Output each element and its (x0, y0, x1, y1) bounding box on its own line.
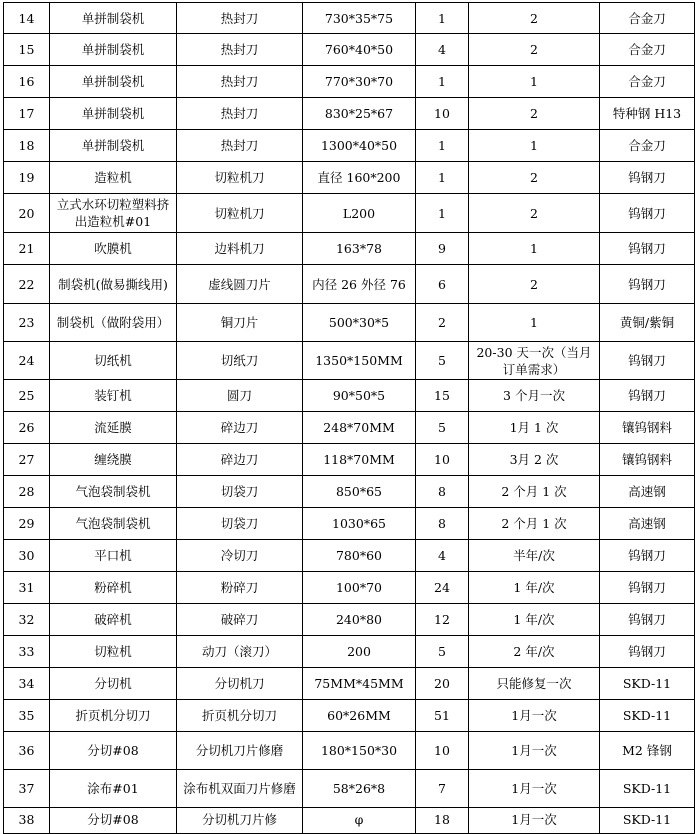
cell-blade: 热封刀 (177, 66, 303, 98)
cell-no: 38 (4, 808, 50, 834)
table-row (4, 98, 695, 130)
cell-machine: 切粒机 (50, 636, 177, 668)
cell-spec: 248*70MM (303, 412, 416, 444)
cell-qty: 1 (416, 3, 469, 34)
cell-material: 合金刀 (600, 66, 695, 98)
cell-material: M2 锋钢 (600, 732, 695, 770)
table-row (4, 34, 695, 66)
cell-material: 镶钨钢料 (600, 444, 695, 476)
cell-spec: 760*40*50 (303, 34, 416, 66)
cell-blade: 冷切刀 (177, 540, 303, 572)
cell-no: 22 (4, 265, 50, 304)
parts-table-container (3, 2, 682, 834)
cell-frequency: 2 年/次 (469, 636, 600, 668)
cell-material: 高速钢 (600, 508, 695, 540)
cell-qty: 8 (416, 476, 469, 508)
cell-blade: 粉碎刀 (177, 572, 303, 604)
table-row (4, 66, 695, 98)
table-row (4, 380, 695, 412)
cell-qty: 24 (416, 572, 469, 604)
cell-material: SKD-11 (600, 808, 695, 834)
cell-machine: 单拼制袋机 (50, 66, 177, 98)
cell-blade: 分切机刀 (177, 668, 303, 700)
cell-qty: 51 (416, 700, 469, 732)
cell-spec: 780*60 (303, 540, 416, 572)
cell-frequency: 20-30 天一次（当月订单需求） (469, 342, 600, 380)
cell-blade: 切袋刀 (177, 476, 303, 508)
cell-qty: 1 (416, 162, 469, 194)
cell-frequency: 3 个月一次 (469, 380, 600, 412)
cell-machine: 装钉机 (50, 380, 177, 412)
cell-blade: 碎边刀 (177, 444, 303, 476)
cell-blade: 分切机刀片修 (177, 808, 303, 834)
table-row (4, 770, 695, 808)
cell-frequency: 1 (469, 233, 600, 265)
cell-frequency: 1 年/次 (469, 604, 600, 636)
cell-spec: 118*70MM (303, 444, 416, 476)
cell-no: 26 (4, 412, 50, 444)
cell-machine: 粉碎机 (50, 572, 177, 604)
cell-qty: 2 (416, 304, 469, 342)
cell-spec: 850*65 (303, 476, 416, 508)
cell-material: 合金刀 (600, 3, 695, 34)
cell-material: 高速钢 (600, 476, 695, 508)
cell-frequency: 1月一次 (469, 770, 600, 808)
cell-frequency: 2 (469, 194, 600, 233)
cell-blade: 切粒机刀 (177, 162, 303, 194)
cell-no: 18 (4, 130, 50, 162)
cell-no: 33 (4, 636, 50, 668)
cell-material: SKD-11 (600, 770, 695, 808)
cell-spec: 163*78 (303, 233, 416, 265)
cell-machine: 单拼制袋机 (50, 130, 177, 162)
table-row (4, 130, 695, 162)
cell-qty: 1 (416, 66, 469, 98)
cell-blade: 破碎刀 (177, 604, 303, 636)
cell-machine: 制袋机(做易撕线用) (50, 265, 177, 304)
cell-machine: 单拼制袋机 (50, 3, 177, 34)
cell-blade: 折页机分切刀 (177, 700, 303, 732)
cell-material: 钨钢刀 (600, 265, 695, 304)
cell-no: 14 (4, 3, 50, 34)
cell-machine: 分切#08 (50, 732, 177, 770)
cell-spec: φ (303, 808, 416, 834)
cell-material: 钨钢刀 (600, 162, 695, 194)
cell-material: 钨钢刀 (600, 194, 695, 233)
cell-frequency: 2 (469, 265, 600, 304)
cell-material: SKD-11 (600, 700, 695, 732)
cell-qty: 15 (416, 380, 469, 412)
cell-spec: 90*50*5 (303, 380, 416, 412)
cell-blade: 切袋刀 (177, 508, 303, 540)
cell-material: 合金刀 (600, 130, 695, 162)
cell-qty: 20 (416, 668, 469, 700)
cell-material: 钨钢刀 (600, 380, 695, 412)
cell-no: 16 (4, 66, 50, 98)
cell-frequency: 1 年/次 (469, 572, 600, 604)
cell-machine: 单拼制袋机 (50, 98, 177, 130)
cell-no: 24 (4, 342, 50, 380)
cell-machine: 分切#08 (50, 808, 177, 834)
cell-machine: 气泡袋制袋机 (50, 476, 177, 508)
cell-machine: 气泡袋制袋机 (50, 508, 177, 540)
cell-machine: 单拼制袋机 (50, 34, 177, 66)
table-row (4, 162, 695, 194)
cell-blade: 分切机刀片修磨 (177, 732, 303, 770)
cell-material: 钨钢刀 (600, 636, 695, 668)
cell-machine: 折页机分切刀 (50, 700, 177, 732)
table-row (4, 636, 695, 668)
cell-spec: L200 (303, 194, 416, 233)
cell-machine: 流延膜 (50, 412, 177, 444)
cell-no: 28 (4, 476, 50, 508)
cell-frequency: 1 (469, 66, 600, 98)
cell-no: 27 (4, 444, 50, 476)
cell-spec: 75MM*45MM (303, 668, 416, 700)
cell-spec: 1350*150MM (303, 342, 416, 380)
table-row (4, 412, 695, 444)
cell-qty: 6 (416, 265, 469, 304)
table-row (4, 508, 695, 540)
cell-qty: 1 (416, 194, 469, 233)
cell-blade: 热封刀 (177, 3, 303, 34)
cell-qty: 7 (416, 770, 469, 808)
table-row (4, 668, 695, 700)
cell-qty: 4 (416, 34, 469, 66)
table-row (4, 572, 695, 604)
cell-material: 钨钢刀 (600, 540, 695, 572)
cell-material: 镶钨钢料 (600, 412, 695, 444)
cell-blade: 虚线圆刀片 (177, 265, 303, 304)
cell-blade: 热封刀 (177, 98, 303, 130)
cell-machine: 制袋机（做附袋用） (50, 304, 177, 342)
cell-no: 35 (4, 700, 50, 732)
cell-spec: 1030*65 (303, 508, 416, 540)
cell-spec: 内径 26 外径 76 (303, 265, 416, 304)
cell-spec: 770*30*70 (303, 66, 416, 98)
cell-spec: 240*80 (303, 604, 416, 636)
cell-frequency: 2 个月 1 次 (469, 476, 600, 508)
cell-machine: 平口机 (50, 540, 177, 572)
table-row (4, 304, 695, 342)
cell-machine: 立式水环切粒塑料挤出造粒机#01 (50, 194, 177, 233)
cell-no: 37 (4, 770, 50, 808)
cell-blade: 动刀（滚刀） (177, 636, 303, 668)
cell-spec: 直径 160*200 (303, 162, 416, 194)
cell-qty: 1 (416, 130, 469, 162)
cell-machine: 缠绕膜 (50, 444, 177, 476)
cell-qty: 5 (416, 342, 469, 380)
cell-spec: 730*35*75 (303, 3, 416, 34)
table-row (4, 194, 695, 233)
cell-spec: 830*25*67 (303, 98, 416, 130)
cell-no: 34 (4, 668, 50, 700)
cell-qty: 5 (416, 636, 469, 668)
cell-frequency: 3月 2 次 (469, 444, 600, 476)
cell-material: 合金刀 (600, 34, 695, 66)
table-body (4, 3, 695, 834)
cell-qty: 10 (416, 444, 469, 476)
cell-frequency: 1月一次 (469, 808, 600, 834)
cell-machine: 切纸机 (50, 342, 177, 380)
cell-no: 31 (4, 572, 50, 604)
cell-machine: 吹膜机 (50, 233, 177, 265)
cell-machine: 涂布#01 (50, 770, 177, 808)
table-row (4, 604, 695, 636)
cell-blade: 切纸刀 (177, 342, 303, 380)
cell-frequency: 2 个月 1 次 (469, 508, 600, 540)
cell-qty: 12 (416, 604, 469, 636)
blade-parts-table (3, 2, 695, 834)
cell-blade: 碎边刀 (177, 412, 303, 444)
cell-blade: 切粒机刀 (177, 194, 303, 233)
cell-blade: 热封刀 (177, 34, 303, 66)
table-row (4, 540, 695, 572)
table-row (4, 808, 695, 834)
cell-material: 钨钢刀 (600, 342, 695, 380)
table-row (4, 265, 695, 304)
cell-no: 17 (4, 98, 50, 130)
cell-material: 钨钢刀 (600, 604, 695, 636)
cell-frequency: 1 (469, 130, 600, 162)
table-row (4, 3, 695, 34)
cell-qty: 18 (416, 808, 469, 834)
cell-frequency: 2 (469, 3, 600, 34)
cell-blade: 边料机刀 (177, 233, 303, 265)
cell-no: 29 (4, 508, 50, 540)
cell-qty: 4 (416, 540, 469, 572)
cell-machine: 造粒机 (50, 162, 177, 194)
cell-material: 钨钢刀 (600, 233, 695, 265)
cell-no: 30 (4, 540, 50, 572)
cell-frequency: 2 (469, 98, 600, 130)
cell-blade: 铜刀片 (177, 304, 303, 342)
cell-frequency: 1月一次 (469, 732, 600, 770)
cell-qty: 5 (416, 412, 469, 444)
cell-no: 21 (4, 233, 50, 265)
cell-no: 36 (4, 732, 50, 770)
cell-frequency: 1月 1 次 (469, 412, 600, 444)
cell-frequency: 2 (469, 162, 600, 194)
cell-frequency: 半年/次 (469, 540, 600, 572)
cell-spec: 1300*40*50 (303, 130, 416, 162)
cell-no: 19 (4, 162, 50, 194)
cell-spec: 58*26*8 (303, 770, 416, 808)
cell-spec: 500*30*5 (303, 304, 416, 342)
cell-spec: 180*150*30 (303, 732, 416, 770)
cell-spec: 100*70 (303, 572, 416, 604)
cell-qty: 8 (416, 508, 469, 540)
cell-material: SKD-11 (600, 668, 695, 700)
table-row (4, 233, 695, 265)
cell-no: 23 (4, 304, 50, 342)
table-row (4, 342, 695, 380)
cell-blade: 涂布机双面刀片修磨 (177, 770, 303, 808)
table-row (4, 732, 695, 770)
cell-material: 钨钢刀 (600, 572, 695, 604)
cell-machine: 破碎机 (50, 604, 177, 636)
cell-material: 特种钢 H13 (600, 98, 695, 130)
cell-qty: 10 (416, 732, 469, 770)
cell-no: 15 (4, 34, 50, 66)
cell-qty: 10 (416, 98, 469, 130)
cell-frequency: 1 (469, 304, 600, 342)
table-row (4, 444, 695, 476)
cell-no: 25 (4, 380, 50, 412)
cell-material: 黄铜/紫铜 (600, 304, 695, 342)
cell-no: 20 (4, 194, 50, 233)
cell-blade: 热封刀 (177, 130, 303, 162)
cell-qty: 9 (416, 233, 469, 265)
cell-blade: 圆刀 (177, 380, 303, 412)
table-row (4, 700, 695, 732)
table-row (4, 476, 695, 508)
cell-frequency: 1月一次 (469, 700, 600, 732)
cell-frequency: 2 (469, 34, 600, 66)
cell-frequency: 只能修复一次 (469, 668, 600, 700)
cell-no: 32 (4, 604, 50, 636)
cell-spec: 60*26MM (303, 700, 416, 732)
cell-machine: 分切机 (50, 668, 177, 700)
cell-spec: 200 (303, 636, 416, 668)
